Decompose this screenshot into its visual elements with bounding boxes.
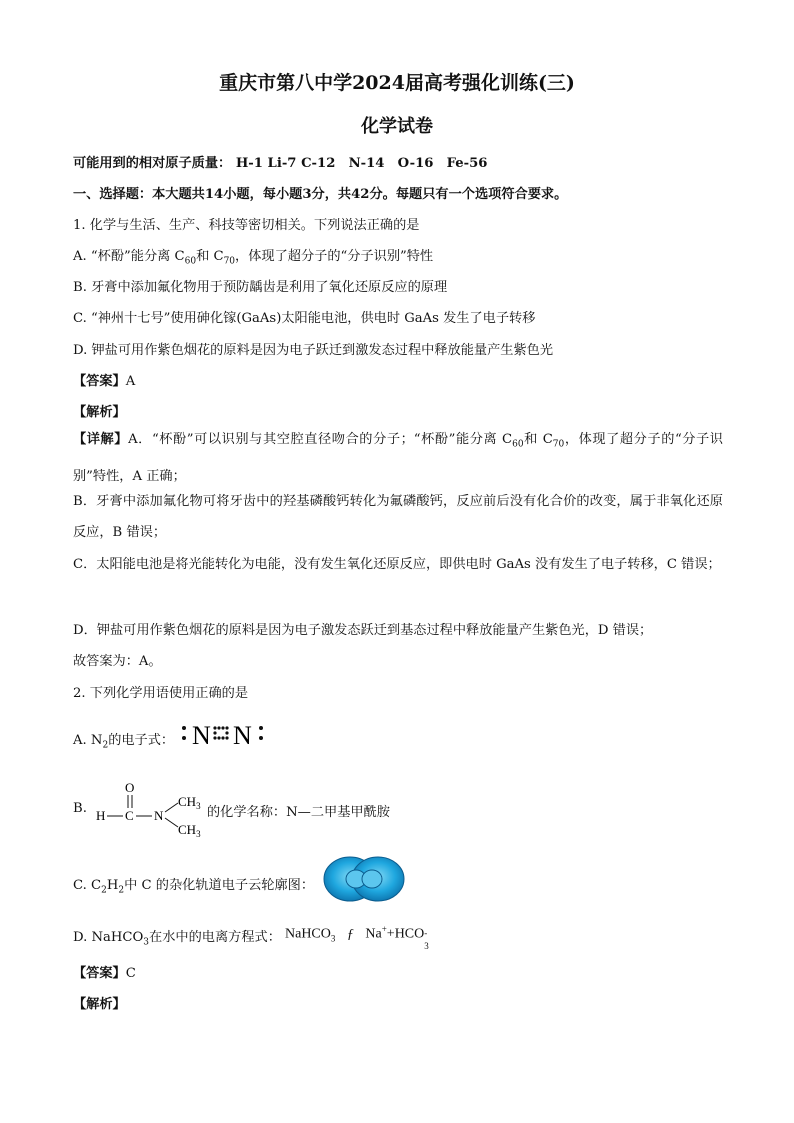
- q1-conclusion: 故答案为：A。: [73, 654, 162, 669]
- sp-orbital-diagram: [322, 855, 406, 907]
- q1-option-b: B. 牙膏中添加氟化物用于预防龋齿是利用了氧化还原反应的原理: [73, 280, 448, 295]
- n2-right-n: N: [233, 721, 252, 750]
- section-heading: 一、选择题：本大题共14小题，每小题3分，共42分。每题只有一个选项符合要求。: [73, 187, 568, 202]
- q2-option-a: A. $N_2$的电子式：: [73, 733, 175, 751]
- q1-detail-d: D．钾盐可用作紫色烟花的原料是因为电子激发态跃迁到基态过程中释放能量产生紫色光，D 错误；: [73, 623, 653, 638]
- page-subtitle: 化学试卷: [361, 116, 433, 137]
- q2-analysis-tag: 【解析】: [73, 997, 126, 1012]
- dmf-structure: [92, 778, 212, 842]
- ch3-bottom: $CH_3$: [178, 822, 201, 838]
- q1-stem: 1. 化学与生活、生产、科技等密切相关。下列说法正确的是: [73, 218, 420, 233]
- n2-left-n: N: [192, 721, 211, 750]
- page-title: 重庆市第八中学2024届高考强化训练(三): [219, 72, 575, 94]
- atom-o: O: [125, 780, 135, 795]
- q1-option-c: C. “神州十七号”使用砷化镓(GaAs)太阳能电池，供电时 GaAs 发生了电子转移: [73, 311, 536, 326]
- n2-electron-formula: [178, 716, 288, 754]
- q2-option-b-text: 的化学名称：N—二甲基甲酰胺: [207, 805, 390, 820]
- atomic-mass-line: 可能用到的相对原子质量： H-1 Li-7 C-12 N-14 O-16 Fe-56: [73, 156, 488, 171]
- ch3-top: $CH_3$: [178, 794, 201, 811]
- n2-lewis-structure: [178, 716, 288, 750]
- q1-answer: 【答案】A: [73, 374, 136, 389]
- q2-answer: 【答案】C: [73, 966, 136, 981]
- sp-orbital-svg: [322, 855, 406, 903]
- ionization-equation: NaHCO$_3$ ƒ Na++HCO - 3: [285, 924, 429, 951]
- atom-n: N: [154, 808, 164, 823]
- atom-c: C: [125, 808, 134, 823]
- q1-analysis-tag: 【解析】: [73, 405, 126, 420]
- q2-option-d: D. NaHCO$_3$在水中的电离方程式：: [73, 930, 281, 948]
- dmf-structure-svg: [92, 778, 212, 838]
- q1-option-a: A. “杯酚”能分离 $C_{60}$和 $C_{70}$，体现了超分子的“分子识别”特性: [73, 249, 434, 267]
- q1-detail-b: B．牙膏中添加氟化物可将牙齿中的羟基磷酸钙转化为氟磷酸钙，反应前后没有化合价的改变，属于非氧化还原反应，B 错误；: [73, 494, 723, 540]
- q1-detail-c: C．太阳能电池是将光能转化为电能，没有发生氧化还原反应，即供电时 GaAs 没有发生了电子转移，C 错误；: [73, 557, 721, 572]
- q1-option-d: D. 钾盐可用作紫色烟花的原料是因为电子跃迁到激发态过程中释放能量产生紫色光: [73, 343, 554, 358]
- q2-option-b-label: B.: [73, 801, 87, 816]
- q2-option-c: C. $C_2H_2$中 C 的杂化轨道电子云轮廓图：: [73, 878, 315, 896]
- atom-h: H: [96, 808, 106, 823]
- q1-detail-a: 【详解】A．“杯酚”可以识别与其空腔直径吻合的分子；“杯酚”能分离 $C_{60}$和 $C_{70}$，体现了超分子的“分子识别”特性，A 正确；: [73, 432, 723, 484]
- q2-stem: 2. 下列化学用语使用正确的是: [73, 686, 249, 701]
